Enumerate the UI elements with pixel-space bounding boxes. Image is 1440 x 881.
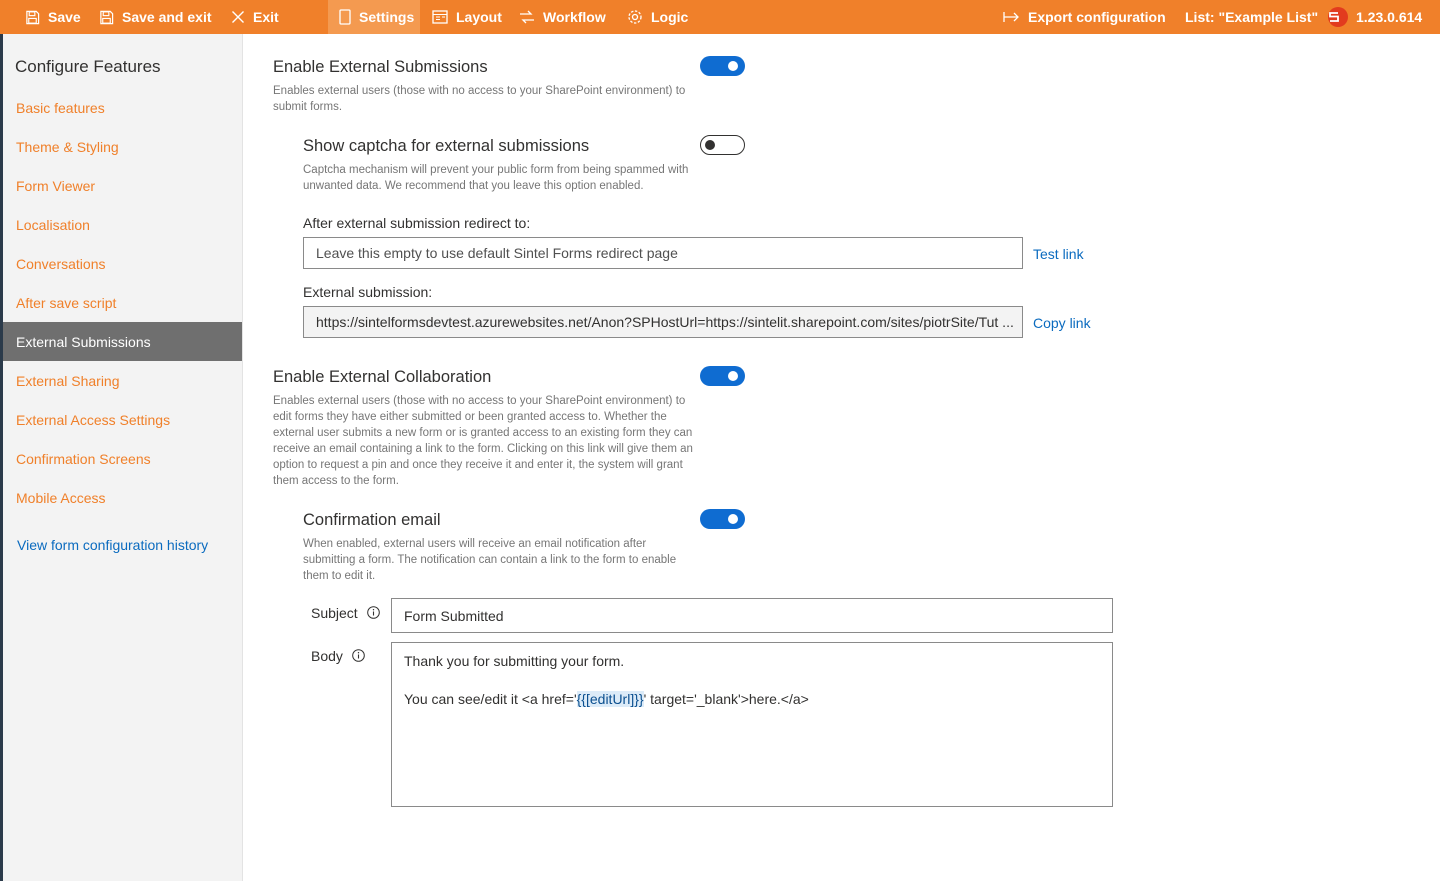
tab-settings[interactable]	[328, 0, 420, 34]
sidebar-item-external-access-settings[interactable]: External Access Settings	[16, 411, 171, 428]
tab-settings-label: Settings	[359, 9, 415, 25]
toggle-knob	[705, 140, 715, 150]
external-collaboration-toggle[interactable]	[700, 366, 745, 386]
save-label: Save	[48, 9, 81, 25]
save-and-exit-label: Save and exit	[122, 9, 212, 25]
confirmation-email-description: When enabled, external users will receive an email notification after submitting a form. The notification can contain a link to the form to enable them to edit it.	[303, 538, 677, 582]
save-button[interactable]	[25, 0, 81, 34]
body-line-2-post: ' target='_blank'>here.</a>	[643, 691, 809, 707]
body-textarea[interactable]	[391, 642, 1113, 807]
sidebar-item-conversations[interactable]: Conversations	[16, 255, 106, 272]
sidebar-item-external-submissions[interactable]: External Submissions	[3, 322, 242, 361]
external-submissions-title: Enable External Submissions	[273, 58, 488, 76]
toggle-knob	[728, 371, 738, 381]
confirmation-email-title: Confirmation email	[303, 511, 441, 529]
subject-label-text: Subject	[311, 605, 358, 621]
copy-link[interactable]: Copy link	[1033, 315, 1091, 331]
save-icon	[25, 10, 40, 25]
sidebar-item-mobile-access[interactable]: Mobile Access	[16, 489, 106, 506]
external-submissions-description: Enables external users (those with no access to your SharePoint environment) to submit forms.	[273, 85, 686, 113]
exit-button[interactable]	[231, 0, 279, 34]
body-line-2	[404, 690, 1100, 709]
toggle-knob	[728, 61, 738, 71]
captcha-description: Captcha mechanism will prevent your public form from being spammed with unwanted data. We recommend that you leave this option enabled.	[303, 164, 689, 192]
edit-url-token: {{[editUrl]}}	[576, 691, 644, 707]
body-line-1: Thank you for submitting your form.	[404, 653, 625, 669]
info-icon[interactable]	[367, 606, 380, 619]
confirmation-email-toggle[interactable]	[700, 509, 745, 529]
tab-workflow[interactable]	[519, 0, 606, 34]
gear-icon	[627, 9, 643, 25]
external-submission-label: External submission:	[303, 284, 433, 300]
close-icon	[231, 10, 245, 24]
sintel-logo-icon	[1328, 7, 1348, 27]
tab-logic[interactable]	[627, 0, 688, 34]
body-label	[311, 648, 365, 664]
body-line-2-pre: You can see/edit it <a href='	[404, 691, 577, 707]
subject-value: Form Submitted	[404, 607, 504, 624]
tab-logic-label: Logic	[651, 9, 689, 25]
test-link[interactable]: Test link	[1033, 246, 1084, 262]
body-label-text: Body	[311, 648, 343, 664]
sidebar-item-theme-styling[interactable]: Theme & Styling	[16, 138, 119, 155]
subject-input[interactable]	[391, 598, 1113, 633]
list-name	[1185, 0, 1318, 34]
sidebar-item-form-viewer[interactable]: Form Viewer	[16, 177, 96, 194]
toggle-knob	[728, 514, 738, 524]
layout-icon	[432, 10, 448, 24]
sidebar-item-after-save-script[interactable]: After save script	[16, 294, 117, 311]
sidebar-item-external-sharing[interactable]: External Sharing	[16, 372, 120, 389]
redirect-url-placeholder: Leave this empty to use default Sintel Forms redirect page	[316, 245, 678, 261]
version-badge	[1328, 0, 1422, 34]
external-submission-url: https://sintelformsdevtest.azurewebsites.net/Anon?SPHostUrl=https://sintelit.sharepoint.com/sites/piotrSite/Tut ...	[316, 314, 1014, 330]
sidebar-title: Configure Features	[15, 57, 161, 76]
external-submissions-toggle[interactable]	[700, 56, 745, 76]
exit-label: Exit	[253, 9, 279, 25]
tab-layout-label: Layout	[456, 9, 502, 25]
tab-workflow-label: Workflow	[543, 9, 606, 25]
view-configuration-history-link[interactable]: View form configuration history	[17, 537, 209, 553]
subject-label	[311, 605, 380, 621]
sidebar	[3, 34, 243, 881]
top-toolbar	[0, 0, 1440, 34]
export-configuration-label: Export configuration	[1028, 9, 1166, 25]
external-collaboration-description: Enables external users (those with no access to your SharePoint environment) to edit forms they have either submitted or been granted access to. Whether the external user submits a new form or is granted access to an existing form they can receive an email containing a link to the form. Clicking on this link will give them an option to request a pin and once they receive it and enter it, the system will grant them access to the form.	[273, 395, 693, 487]
external-submission-url-field[interactable]	[303, 306, 1023, 338]
info-icon[interactable]	[352, 649, 365, 662]
save-and-exit-button[interactable]	[99, 0, 212, 34]
captcha-toggle[interactable]	[700, 135, 745, 155]
tab-layout[interactable]	[432, 0, 502, 34]
page-icon	[339, 9, 351, 25]
export-configuration-button[interactable]	[1003, 0, 1166, 34]
sidebar-item-localisation[interactable]: Localisation	[16, 216, 90, 233]
workflow-icon	[519, 10, 535, 24]
redirect-label: After external submission redirect to:	[303, 215, 531, 231]
external-collaboration-title: Enable External Collaboration	[273, 368, 492, 386]
save-icon	[99, 10, 114, 25]
list-name-label: List: "Example List"	[1185, 9, 1319, 25]
redirect-url-input[interactable]	[303, 237, 1023, 269]
export-arrow-icon	[1003, 11, 1020, 23]
sidebar-item-confirmation-screens[interactable]: Confirmation Screens	[16, 450, 151, 467]
sidebar-item-basic-features[interactable]: Basic features	[16, 99, 105, 116]
version-label: 1.23.0.614	[1356, 9, 1423, 25]
captcha-title: Show captcha for external submissions	[303, 137, 590, 155]
